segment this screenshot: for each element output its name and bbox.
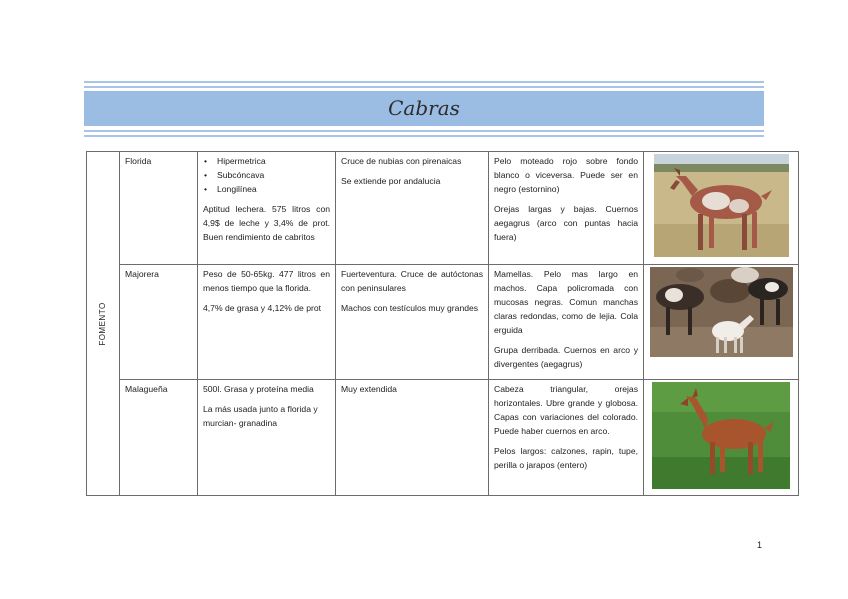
table-row <box>87 152 799 265</box>
aptitude-text: Aptitud lechera. 575 litros con 4,9$ de leche y 3,4% de prot. Buen rendimiento de cabritos <box>203 204 330 242</box>
aptitude-cell <box>198 265 336 380</box>
aptitude-text: 4,7% de grasa y 4,12% de prot <box>203 303 322 313</box>
aptitude-text: La más usada junto a florida y murcian- granadina <box>203 404 318 428</box>
description-cell <box>489 265 644 380</box>
goat-photo-majorera-icon <box>650 267 793 357</box>
origin-cell <box>336 152 489 265</box>
image-cell <box>644 380 799 496</box>
description-text: Grupa derribada. Cuernos en arco y divergentes (aegagrus) <box>494 345 638 369</box>
page-title: Cabras <box>388 96 460 120</box>
description-text: Pelo moteado rojo sobre fondo blanco o viceversa. Puede ser en negro (estornino) <box>494 156 638 194</box>
banner-stripe <box>84 86 764 88</box>
breed-name: Florida <box>120 152 198 265</box>
aptitude-cell <box>198 152 336 265</box>
banner-stripe <box>84 81 764 83</box>
section-label: FOMENTO <box>98 301 107 346</box>
section-label-cell <box>87 152 120 496</box>
table-row <box>87 380 799 496</box>
description-text: Pelos largos: calzones, rapin, tupe, perilla o jarapos (entero) <box>494 446 638 470</box>
image-cell <box>644 265 799 380</box>
origin-text: Machos con testículos muy grandes <box>341 303 479 313</box>
origin-text: Cruce de nubias con pirenaicas <box>341 156 462 166</box>
aptitude-cell <box>198 380 336 496</box>
title-banner <box>84 81 764 138</box>
origin-text: Fuerteventura. Cruce de autóctonas con peninsulares <box>341 269 483 293</box>
goat-photo-malaguena-icon <box>652 382 790 489</box>
aptitude-text: 500l. Grasa y proteína media <box>203 384 314 394</box>
origin-cell <box>336 265 489 380</box>
description-text: Orejas largas y bajas. Cuernos aegagrus (arco con puntas hacia fuera) <box>494 204 638 242</box>
origin-text: Muy extendida <box>341 384 397 394</box>
traits-list <box>203 154 330 196</box>
origin-cell <box>336 380 489 496</box>
description-text: Mamellas. Pelo mas largo en machos. Capa policromada con mucosas negras. Comun manchas claras redondas, como de lejia. Cola erguida <box>494 269 638 335</box>
goat-photo-florida-icon <box>654 154 789 257</box>
breeds-table <box>86 151 799 496</box>
page-number: 1 <box>757 540 763 550</box>
banner-stripe <box>84 135 764 137</box>
breed-name: Majorera <box>120 265 198 380</box>
list-item: • Longilínea <box>203 182 330 196</box>
table-row <box>87 265 799 380</box>
list-item: • Hipermetrica <box>203 154 330 168</box>
aptitude-text: Peso de 50-65kg. 477 litros en menos tiempo que la florida. <box>203 269 330 293</box>
banner-stripe <box>84 130 764 132</box>
description-text: Cabeza triangular, orejas horizontales. Ubre grande y globosa. Capas con variaciones del colorado. Puede haber cuernos en arco. <box>494 384 638 436</box>
description-cell <box>489 152 644 265</box>
image-cell <box>644 152 799 265</box>
origin-text: Se extiende por andalucia <box>341 176 441 186</box>
list-item: • Subcóncava <box>203 168 330 182</box>
description-cell <box>489 380 644 496</box>
breed-name: Malagueña <box>120 380 198 496</box>
